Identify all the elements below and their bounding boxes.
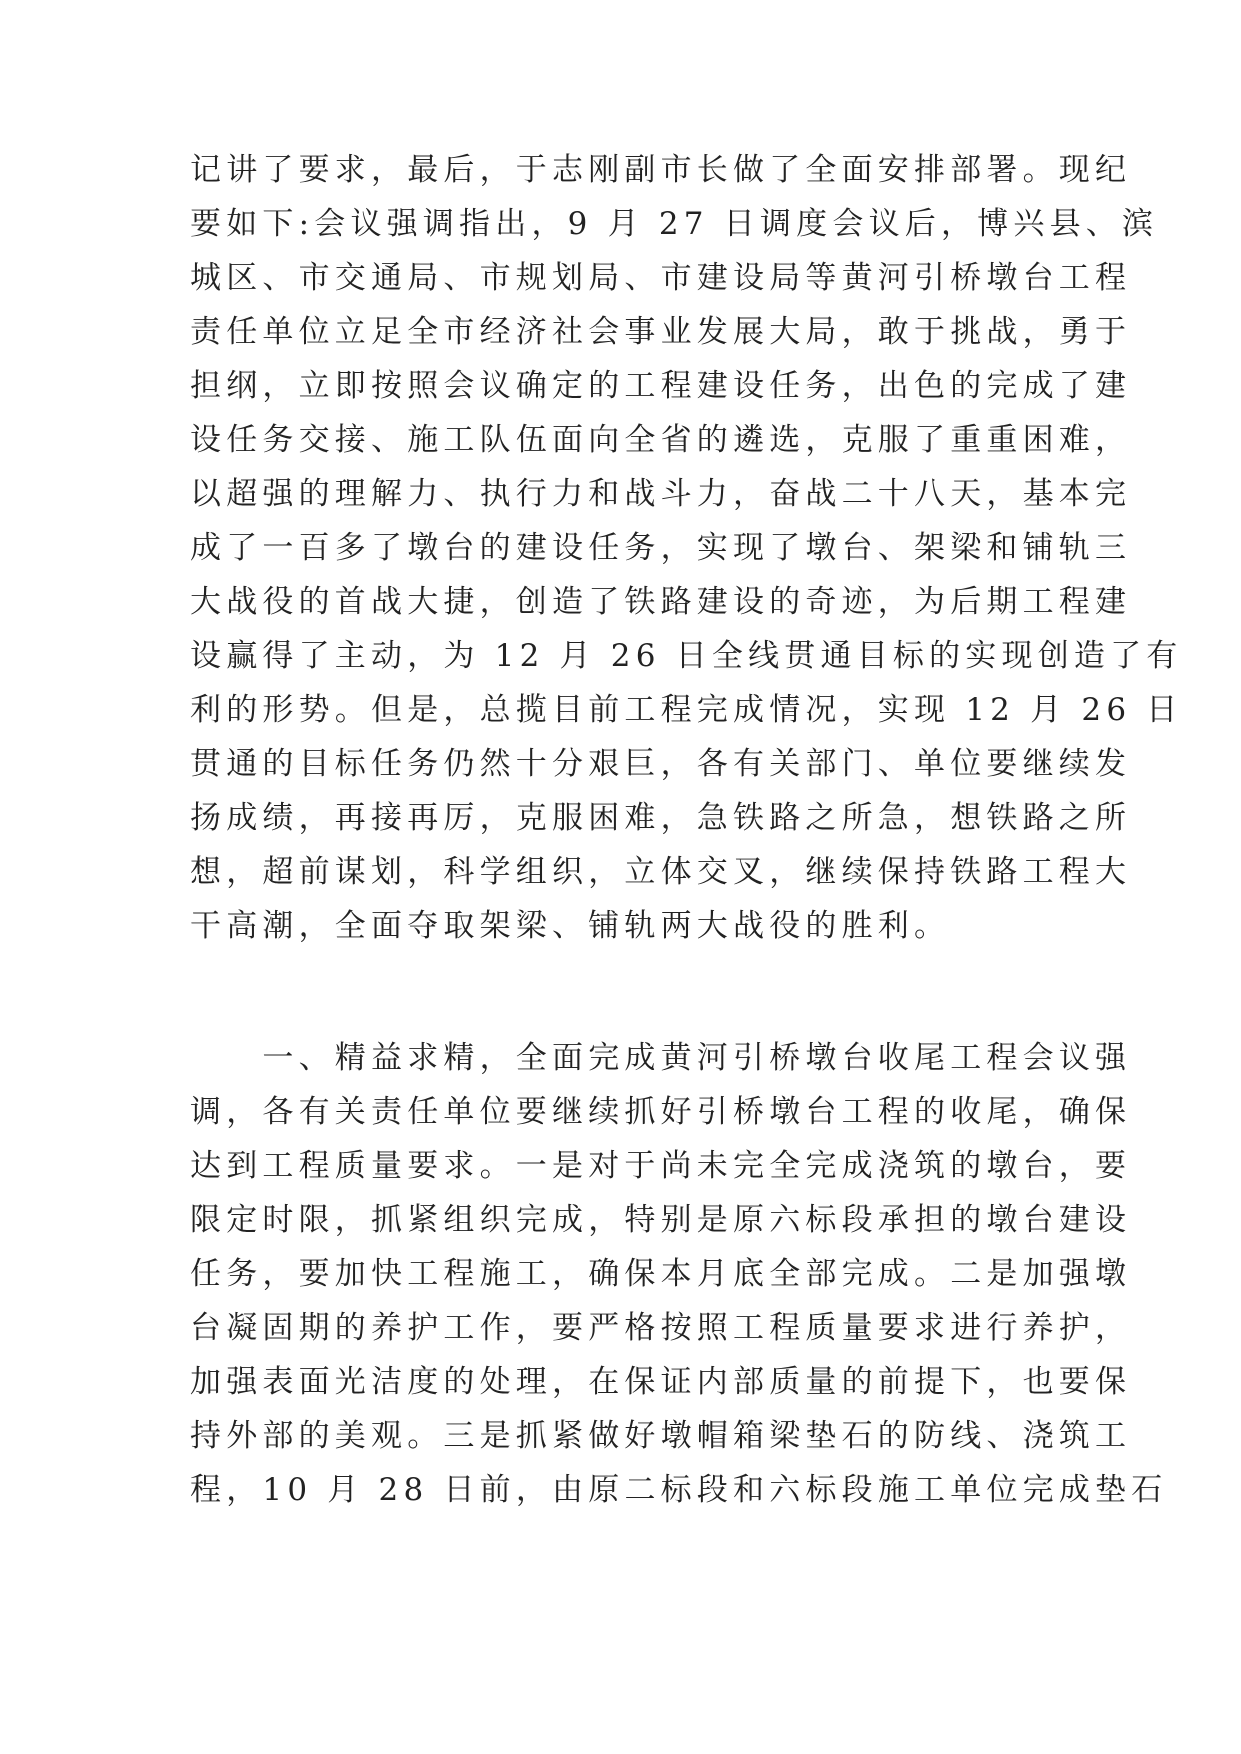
text-line: 一、精益求精，全面完成黄河引桥墩台收尾工程会议强 — [190, 1040, 1132, 1076]
text-line: 记讲了要求，最后，于志刚副市长做了全面安排部署。现纪 — [190, 152, 1132, 188]
text-line: 成了一百多了墩台的建设任务，实现了墩台、架梁和铺轨三 — [190, 530, 1132, 566]
text-line: 要如下:会议强调指出，9 月 27 日调度会议后，博兴县、滨 — [190, 206, 1159, 242]
text-line: 限定时限，抓紧组织完成，特别是原六标段承担的墩台建设 — [190, 1202, 1132, 1238]
text-line: 台凝固期的养护工作，要严格按照工程质量要求进行养护， — [190, 1310, 1132, 1346]
text-line: 调，各有关责任单位要继续抓好引桥墩台工程的收尾，确保 — [190, 1094, 1132, 1130]
text-line: 扬成绩，再接再厉，克服困难，急铁路之所急，想铁路之所 — [190, 800, 1132, 836]
text-line: 想，超前谋划，科学组织，立体交叉，继续保持铁路工程大 — [190, 854, 1132, 890]
text-line: 城区、市交通局、市规划局、市建设局等黄河引桥墩台工程 — [190, 260, 1132, 296]
text-line: 任务，要加快工程施工，确保本月底全部完成。二是加强墩 — [190, 1256, 1132, 1292]
text-line: 持外部的美观。三是抓紧做好墩帽箱梁垫石的防线、浇筑工 — [190, 1418, 1132, 1454]
text-line: 担纲，立即按照会议确定的工程建设任务，出色的完成了建 — [190, 368, 1132, 404]
text-line: 利的形势。但是，总揽目前工程完成情况，实现 12 月 26 日 — [190, 692, 1183, 728]
text-line: 责任单位立足全市经济社会事业发展大局，敢于挑战，勇于 — [190, 314, 1132, 350]
text-line: 达到工程质量要求。一是对于尚未完全完成浇筑的墩台，要 — [190, 1148, 1132, 1184]
text-line: 程，10 月 28 日前，由原二标段和六标段施工单位完成垫石 — [190, 1472, 1168, 1508]
text-line: 以超强的理解力、执行力和战斗力，奋战二十八天，基本完 — [190, 476, 1132, 512]
text-line: 设赢得了主动，为 12 月 26 日全线贯通目标的实现创造了有 — [190, 638, 1183, 674]
text-line: 大战役的首战大捷，创造了铁路建设的奇迹，为后期工程建 — [190, 584, 1132, 620]
text-line: 设任务交接、施工队伍面向全省的遴选，克服了重重困难， — [190, 422, 1132, 458]
text-line: 干高潮，全面夺取架梁、铺轨两大战役的胜利。 — [190, 908, 951, 944]
text-line: 贯通的目标任务仍然十分艰巨，各有关部门、单位要继续发 — [190, 746, 1132, 782]
text-line: 加强表面光洁度的处理，在保证内部质量的前提下，也要保 — [190, 1364, 1132, 1400]
